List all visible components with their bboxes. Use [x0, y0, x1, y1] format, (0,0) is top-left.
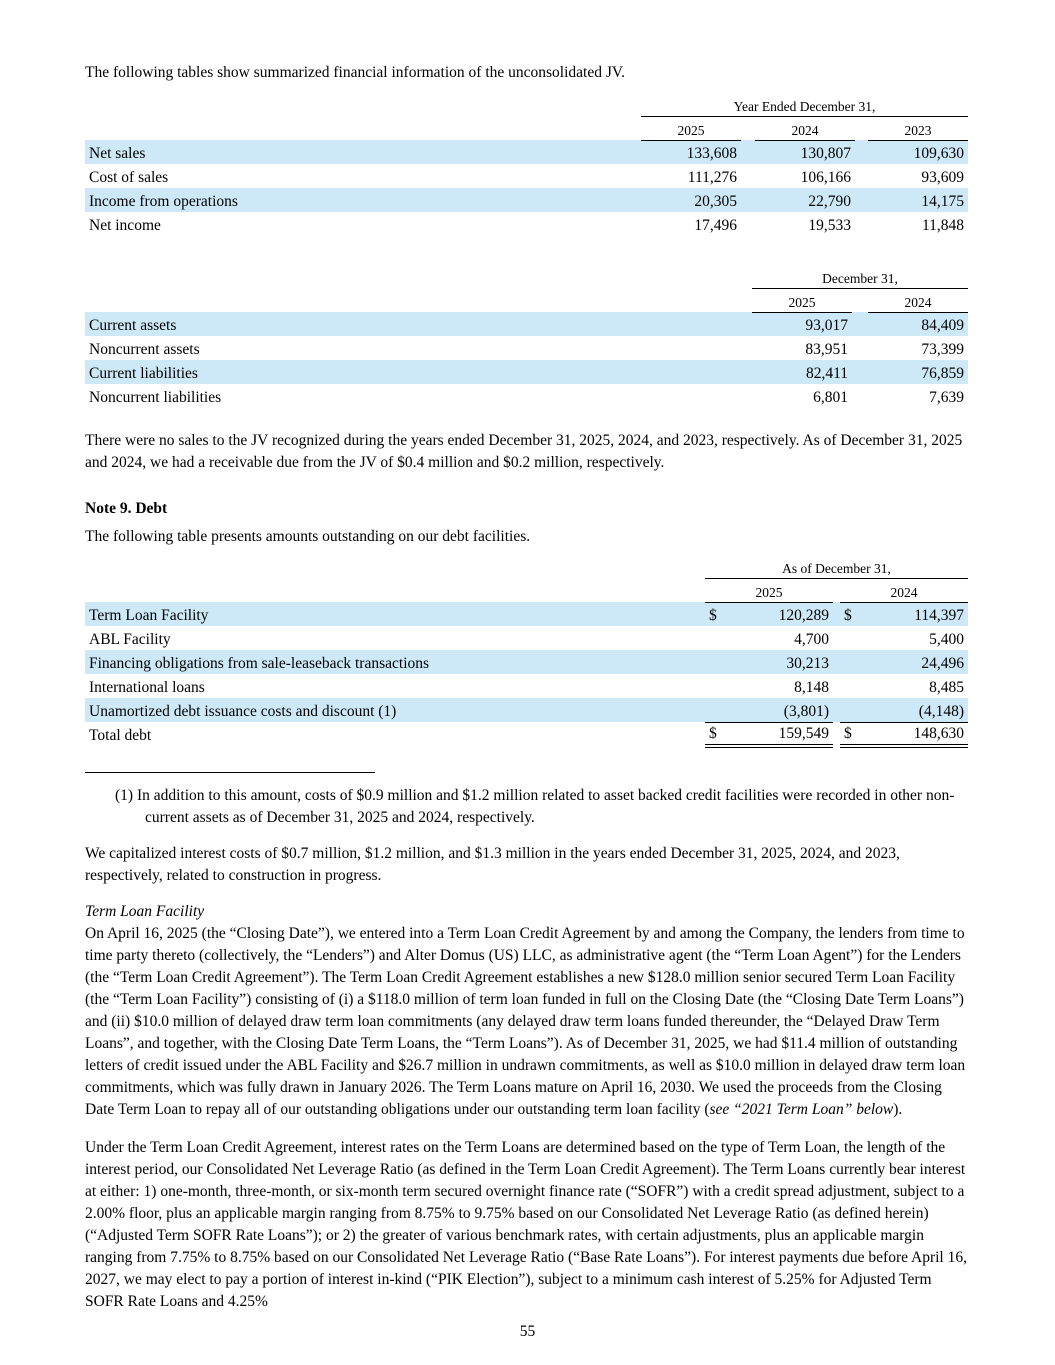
footnote-divider: [85, 772, 375, 773]
table-row: [85, 164, 968, 188]
dollar-sign: $: [840, 722, 860, 746]
table-total-row: [85, 722, 968, 746]
column-header-2024: 2024: [755, 116, 855, 140]
cell-value: 17,496: [694, 217, 737, 234]
column-header-2025: 2025: [641, 116, 741, 140]
cell-value: 22,790: [755, 188, 855, 212]
jv-sales-paragraph: There were no sales to the JV recognized during the years ended December 31, 2025, 2024, and 2023, respectively. As of December 31, 2025 and 2024, we had a receivable due from the JV of $0.4 million and $0.2 million, respectively.: [85, 432, 963, 471]
column-header-2025: 2025: [705, 578, 833, 602]
term-loan-paragraph-1: [85, 923, 968, 1121]
cell-value: 93,609: [921, 169, 964, 186]
term-loan-p1-italic: see “2021 Term Loan” below: [709, 1101, 894, 1118]
column-header-2024: 2024: [840, 578, 968, 602]
cell-value: 8,148: [794, 679, 829, 696]
table-row: [85, 650, 968, 674]
cell-value: 6,801: [813, 389, 848, 406]
table-row: [85, 312, 968, 336]
footnote-1: [85, 785, 968, 829]
cell-value: 24,496: [860, 650, 968, 674]
table-row: [85, 140, 968, 164]
table-year-header-row: [85, 578, 968, 602]
row-label: Term Loan Facility: [85, 602, 705, 626]
cell-value: 30,213: [725, 650, 833, 674]
dollar-sign: $: [840, 602, 860, 626]
row-label: Current assets: [85, 312, 752, 336]
term-loan-p1-main: On April 16, 2025 (the “Closing Date”), we entered into a Term Loan Credit Agreement by and among the Company, the lenders from time to time party thereto (collectively, the “Lenders”) and Alter Domus (US) LLC, as administrative agent (the “Term Loan Agent”) for the Lenders (the “Term Loan Credit Agreement”). The Term Loan Credit Agreement establishes a new $128.0 million senior secured Term Loan Facility (the “Term Loan Facility”) consisting of (i) a $118.0 million of term loan funded in full on the Closing Date (the “Closing Date Term Loans”) and (ii) $10.0 million of delayed draw term loan commitments (any delayed draw term loans funded thereunder, the “Delayed Draw Term Loans”, and together, with the Closing Date Term Loans, the “Term Loans”). As of December 31, 2025, we had $11.4 million of outstanding letters of credit issued under the ABL Facility and $26.7 million in undrawn commitments, as well as $10.0 million in delayed draw term loan commitments, which was fully drawn in January 2026. The Term Loans mature on April 16, 2030. We used the proceeds from the Closing Date Term Loan to repay all of our outstanding obligations under our outstanding term loan facility (: [85, 925, 966, 1118]
cell-value: 7,639: [929, 389, 964, 406]
note-9-heading: Note 9. Debt: [85, 500, 168, 517]
cell-value: 120,289: [725, 602, 833, 626]
cell-value: 4,700: [794, 631, 829, 648]
row-label: Noncurrent liabilities: [89, 389, 222, 406]
row-label: Financing obligations from sale-leaseback transactions: [85, 650, 705, 674]
cell-value: 14,175: [868, 188, 968, 212]
table-row: [85, 384, 968, 408]
table-row: [85, 602, 968, 626]
row-label: Total debt: [89, 727, 152, 744]
term-loan-facility-heading: Term Loan Facility: [85, 903, 205, 920]
cell-value: 83,951: [805, 341, 848, 358]
page-number: 55: [519, 1323, 536, 1340]
cell-value: 19,533: [808, 217, 851, 234]
footnote-text: In addition to this amount, costs of $0.9 million and $1.2 million related to asset backed credit facilities were recorded in other non-current assets as of December 31, 2025 and 2024, respectively.: [133, 787, 955, 826]
capitalized-interest-paragraph: We capitalized interest costs of $0.7 million, $1.2 million, and $1.3 million in the years ended December 31, 2025, 2024, and 2023, respectively, related to construction in progress.: [85, 845, 900, 884]
table-row: [85, 626, 968, 650]
table-row: [85, 336, 968, 360]
cell-value: 130,807: [755, 140, 855, 164]
jv-balance-sheet-table: [85, 264, 968, 408]
note-9-intro: The following table presents amounts outstanding on our debt facilities.: [85, 528, 531, 545]
term-loan-p1-end: ).: [893, 1101, 903, 1118]
jv-intro-text: The following tables show summarized financial information of the unconsolidated JV.: [85, 64, 625, 81]
cell-value: 20,305: [641, 188, 741, 212]
cell-value: 11,848: [921, 217, 964, 234]
cell-value: 109,630: [868, 140, 968, 164]
row-label: International loans: [89, 679, 205, 696]
period-header: As of December 31,: [705, 554, 968, 578]
table-period-header-row: [85, 554, 968, 578]
period-header: December 31,: [752, 264, 968, 288]
table-year-header-row: [85, 288, 968, 312]
column-header-2025: 2025: [752, 288, 852, 312]
cell-value: 159,549: [725, 722, 833, 746]
row-label: Cost of sales: [89, 169, 169, 186]
table-row: [85, 698, 968, 722]
table-row: [85, 360, 968, 384]
debt-facilities-table: [85, 554, 968, 748]
term-loan-paragraph-2: Under the Term Loan Credit Agreement, interest rates on the Term Loans are determined based on the type of Term Loan, the length of the interest period, our Consolidated Net Leverage Ratio (as defined in the Term Loan Credit Agreement). The Term Loans currently bear interest at either: 1) one-month, three-month, or six-month term secured overnight finance rate (“SOFR”) with a credit spread adjustment, subject to a 2.00% floor, plus an applicable margin ranging from 8.75% to 9.75% based on our Consolidated Net Leverage Ratio (as defined herein) (“Adjusted Term SOFR Rate Loans”); or 2) the greater of various benchmark rates, with certain adjustments, plus an applicable margin ranging from 7.75% to 8.75% based on our Consolidated Net Leverage Ratio (“Base Rate Loans”). For interest payments due before April 16, 2027, we may elect to pay a portion of interest in-kind (“PIK Election”), subject to a minimum cash interest of 5.25% for Adjusted Term SOFR Rate Loans and 4.25%: [85, 1139, 967, 1310]
table-period-header-row: [85, 264, 968, 288]
cell-value: 84,409: [868, 312, 968, 336]
dollar-sign: $: [705, 602, 725, 626]
cell-value: 93,017: [752, 312, 852, 336]
jv-income-statement-table: [85, 92, 968, 236]
period-header: Year Ended December 31,: [641, 92, 968, 116]
cell-value: 111,276: [687, 169, 737, 186]
dollar-sign: $: [705, 722, 725, 746]
cell-value: 73,399: [921, 341, 964, 358]
footnote-marker: (1): [115, 787, 134, 804]
row-label: Noncurrent assets: [89, 341, 200, 358]
row-label: Unamortized debt issuance costs and discount (1): [85, 698, 705, 722]
cell-value: 5,400: [929, 631, 964, 648]
cell-value: 106,166: [800, 169, 851, 186]
cell-value: 148,630: [860, 722, 968, 746]
row-label: ABL Facility: [89, 631, 171, 648]
cell-value: 8,485: [929, 679, 964, 696]
row-label: Current liabilities: [85, 360, 752, 384]
row-label: Income from operations: [85, 188, 641, 212]
row-label: Net sales: [85, 140, 641, 164]
table-row: [85, 212, 968, 236]
column-header-2024: 2024: [868, 288, 968, 312]
column-header-2023: 2023: [868, 116, 968, 140]
cell-value: 133,608: [641, 140, 741, 164]
table-year-header-row: [85, 116, 968, 140]
table-row: [85, 188, 968, 212]
cell-value: (3,801): [725, 698, 833, 722]
table-row: [85, 674, 968, 698]
cell-value: 76,859: [868, 360, 968, 384]
cell-value: 82,411: [752, 360, 852, 384]
cell-value: 114,397: [860, 602, 968, 626]
row-label: Net income: [89, 217, 161, 234]
cell-value: (4,148): [860, 698, 968, 722]
table-period-header-row: [85, 92, 968, 116]
